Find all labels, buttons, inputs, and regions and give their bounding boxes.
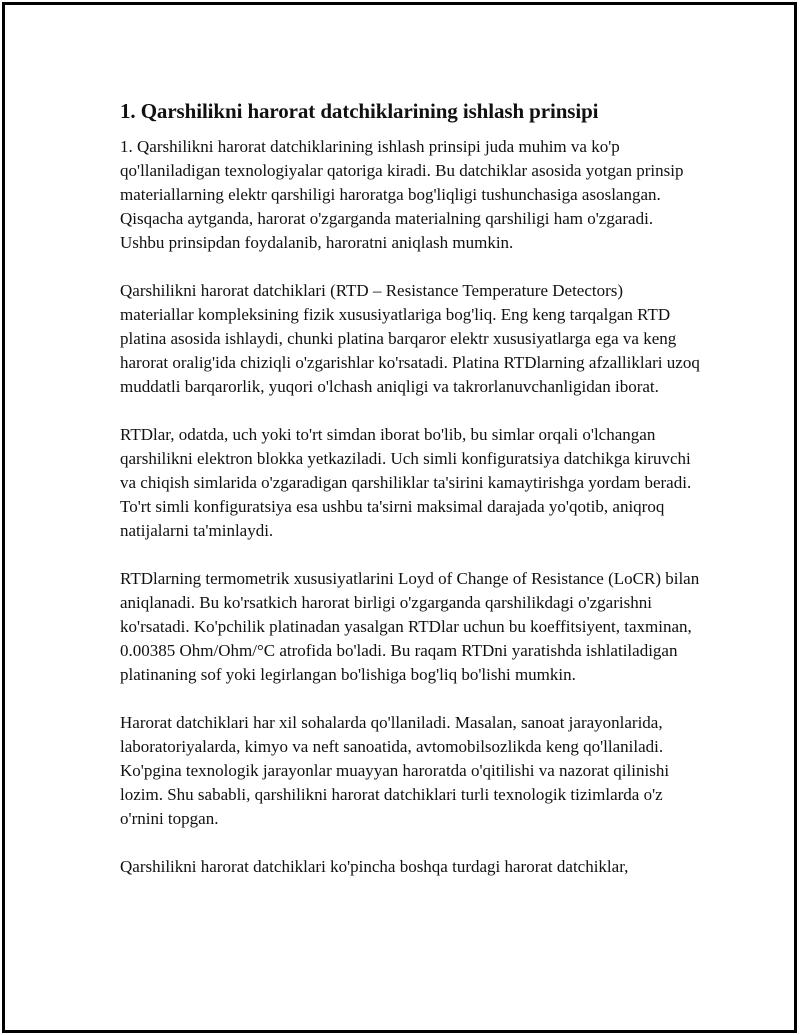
paragraph-1: 1. Qarshilikni harorat datchiklarining ishlash prinsipi juda muhim va ko'p qo'llaniladigan texnologiyalar qatoriga kiradi. Bu datchiklar asosida yotgan prinsip materiallarning elektr qarshiligi haroratga bog'liqligi tushunchasiga asoslangan. Qisqacha aytganda, harorat o'zgarganda materialning qarshiligi ham o'zgaradi. Ushbu prinsipdan foydalanib, haroratni aniqlash mumkin. (120, 137, 684, 252)
section-heading: 1. Qarshilikni harorat datchiklarining ishlash prinsipi (120, 99, 599, 123)
paragraph-5: Harorat datchiklari har xil sohalarda qo'llaniladi. Masalan, sanoat jarayonlarida, laboratoriyalarda, kimyo va neft sanoatida, avtomobilsozlikda keng qo'llaniladi. Ko'pgina texnologik jarayonlar muayyan haroratda o'qitilishi va nazorat qilinishi lozim. Shu sababli, qarshilikni harorat datchiklari turli texnologik tizimlarda o'z o'rnini topgan. (120, 713, 670, 828)
paragraph-4: RTDlarning termometrik xususiyatlarini Loyd of Change of Resistance (LoCR) bilan aniqlanadi. Bu ko'rsatkich harorat birligi o'zgarganda qarshilikdagi o'zgarishni ko'rsatadi. Ko'pchilik platinadan yasalgan RTDlar uchun bu koeffitsiyent, taxminan, 0.00385 Ohm/Ohm/°C atrofida bo'ladi. Bu raqam RTDni yaratishda ishlatiladigan platinaning sof yoki legirlangan bo'lishiga bog'liq bo'lishi mumkin. (120, 569, 700, 684)
document-body (120, 97, 700, 903)
document-page (2, 2, 797, 1033)
paragraph-3: RTDlar, odatda, uch yoki to'rt simdan iborat bo'lib, bu simlar orqali o'lchangan qarshilikni elektron blokka yetkaziladi. Uch simli konfiguratsiya datchikga kiruvchi va chiqish simlarida o'zgaradigan qarshiliklar ta'sirini kamaytirishga yordam beradi. To'rt simli konfiguratsiya esa ushbu ta'sirni maksimal darajada yo'qotib, aniqroq natijalarni ta'minlaydi. (120, 425, 692, 540)
paragraph-6: Qarshilikni harorat datchiklari ko'pincha boshqa turdagi harorat datchiklar, (120, 857, 629, 876)
paragraph-2: Qarshilikni harorat datchiklari (RTD – Resistance Temperature Detectors) materiallar kompleksining fizik xususiyatlariga bog'liq. Eng keng tarqalgan RTD platina asosida ishlaydi, chunki platina barqaror elektr xususiyatlarga ega va keng harorat oralig'ida chiziqli o'zgarishlar ko'rsatadi. Platina RTDlarning afzalliklari uzoq muddatli barqarorlik, yuqori o'lchash aniqligi va takrorlanuvchanligidan iborat. (120, 281, 700, 396)
